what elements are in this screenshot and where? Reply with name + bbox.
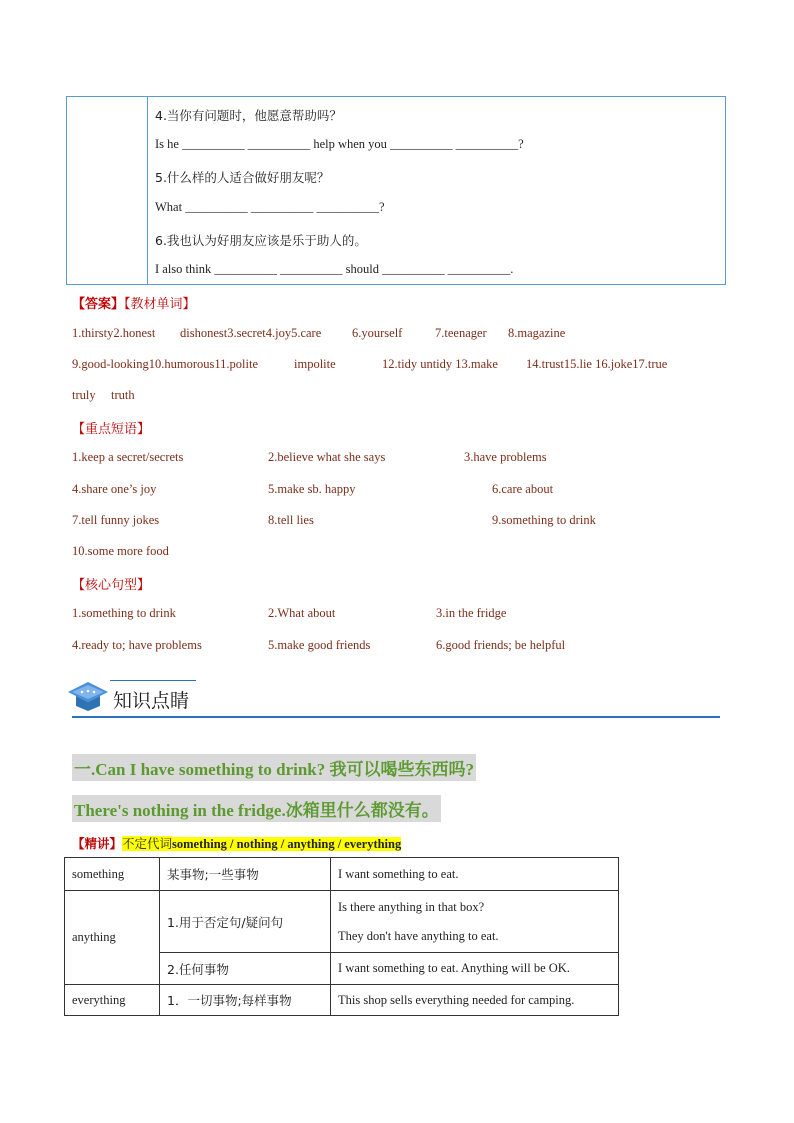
phrase-item: 8.tell lies [268,513,314,527]
section-title: 知识点睛 [113,690,190,712]
phrase-item: 2.believe what she says [268,450,386,464]
vocab-item: truly [72,388,96,402]
sentence-item: 5.make good friends [268,638,371,652]
vocab-item: dishonest3.secret4.joy5.care [180,326,322,340]
explanation-line [72,834,401,852]
sentence-item: 2.What about [268,606,336,620]
sentence-item: 3.in the fridge [436,606,507,620]
table-cell-word: anything [65,891,160,985]
table-cell-example: I want something to eat. Anything will be OK. [331,953,619,985]
exercise-box [66,96,726,285]
phrases-header: 【重点短语】 [72,422,151,437]
exercise-question-6: 6.我也认为好朋友应该是乐于助人的。 [155,233,367,248]
table-cell-meaning: 1.用于否定句/疑问句 [160,891,331,953]
vocab-item: truth [111,388,135,402]
exercise-question-5: 5.什么样的人适合做好朋友呢？ [155,170,330,185]
table-cell-example: This shop sells everything needed for camping. [331,985,619,1016]
point-title-line1: 一.Can I have something to drink? 我可以喝些东西吗? [72,754,476,781]
graduation-cap-icon [66,679,110,713]
explanation-tag: 【精讲】 [72,836,123,851]
phrase-item: 5.make sb. happy [268,482,356,496]
answer-tag: 【答案】 [72,297,125,312]
table-cell-word: everything [65,985,160,1016]
exercise-blank-6: I also think __________ __________ should __________ __________. [155,262,514,276]
vocab-item: 1.thirsty2.honest [72,326,156,340]
vocab-header: 【教材单词】 [124,297,196,312]
table-row [65,891,619,953]
phrase-item: 4.share one’s joy [72,482,157,496]
phrase-item: 6.care about [492,482,554,496]
phrase-item: 1.keep a secret/secrets [72,450,184,464]
table-example-line: Is there anything in that box? [338,899,485,914]
vocab-item: 6.yourself [352,326,403,340]
section-underline [72,716,720,718]
table-cell-example [331,891,619,953]
exercise-box-divider [147,97,148,284]
phrase-item: 3.have problems [464,450,547,464]
sentence-item: 6.good friends; be helpful [436,638,566,652]
point-title-line2: There's nothing in the fridge.冰箱里什么都没有。 [72,795,441,822]
sentence-item: 1.something to drink [72,606,176,620]
vocab-item: 8.magazine [508,326,566,340]
phrase-item: 7.tell funny jokes [72,513,160,527]
vocab-item: 14.trust15.lie 16.joke17.true [526,357,668,371]
table-cell-meaning: 1．一切事物;每样事物 [160,985,331,1016]
pronoun-table [64,857,619,1016]
phrase-item: 10.some more food [72,544,169,558]
vocab-item: 9.good-looking10.humorous11.polite [72,357,258,371]
exercise-question-4: 4.当你有问题时，他愿意帮助吗？ [155,108,342,123]
exercise-blank-4: Is he __________ __________ help when you __________ __________? [155,137,524,151]
table-cell-meaning: 2.任何事物 [160,953,331,985]
table-cell-word: something [65,858,160,891]
vocab-item: impolite [294,357,336,371]
sentence-item: 4.ready to; have problems [72,638,202,652]
exercise-blank-5: What __________ __________ __________? [155,200,385,214]
sentences-header: 【核心句型】 [72,578,151,593]
vocab-item: 7.teenager [435,326,487,340]
phrase-item: 9.something to drink [492,513,596,527]
table-cell-example: I want something to eat. [331,858,619,891]
explanation-label: 不定代词 [122,836,173,851]
table-row [65,985,619,1016]
vocab-item: 12.tidy untidy 13.make [382,357,498,371]
table-example-line: They don't have anything to eat. [338,928,499,943]
explanation-words: something / nothing / anything / everything [172,837,402,851]
answer-header [72,293,196,312]
table-row [65,858,619,891]
section-top-rule [110,680,196,681]
table-cell-meaning: 某事物;一些事物 [160,858,331,891]
